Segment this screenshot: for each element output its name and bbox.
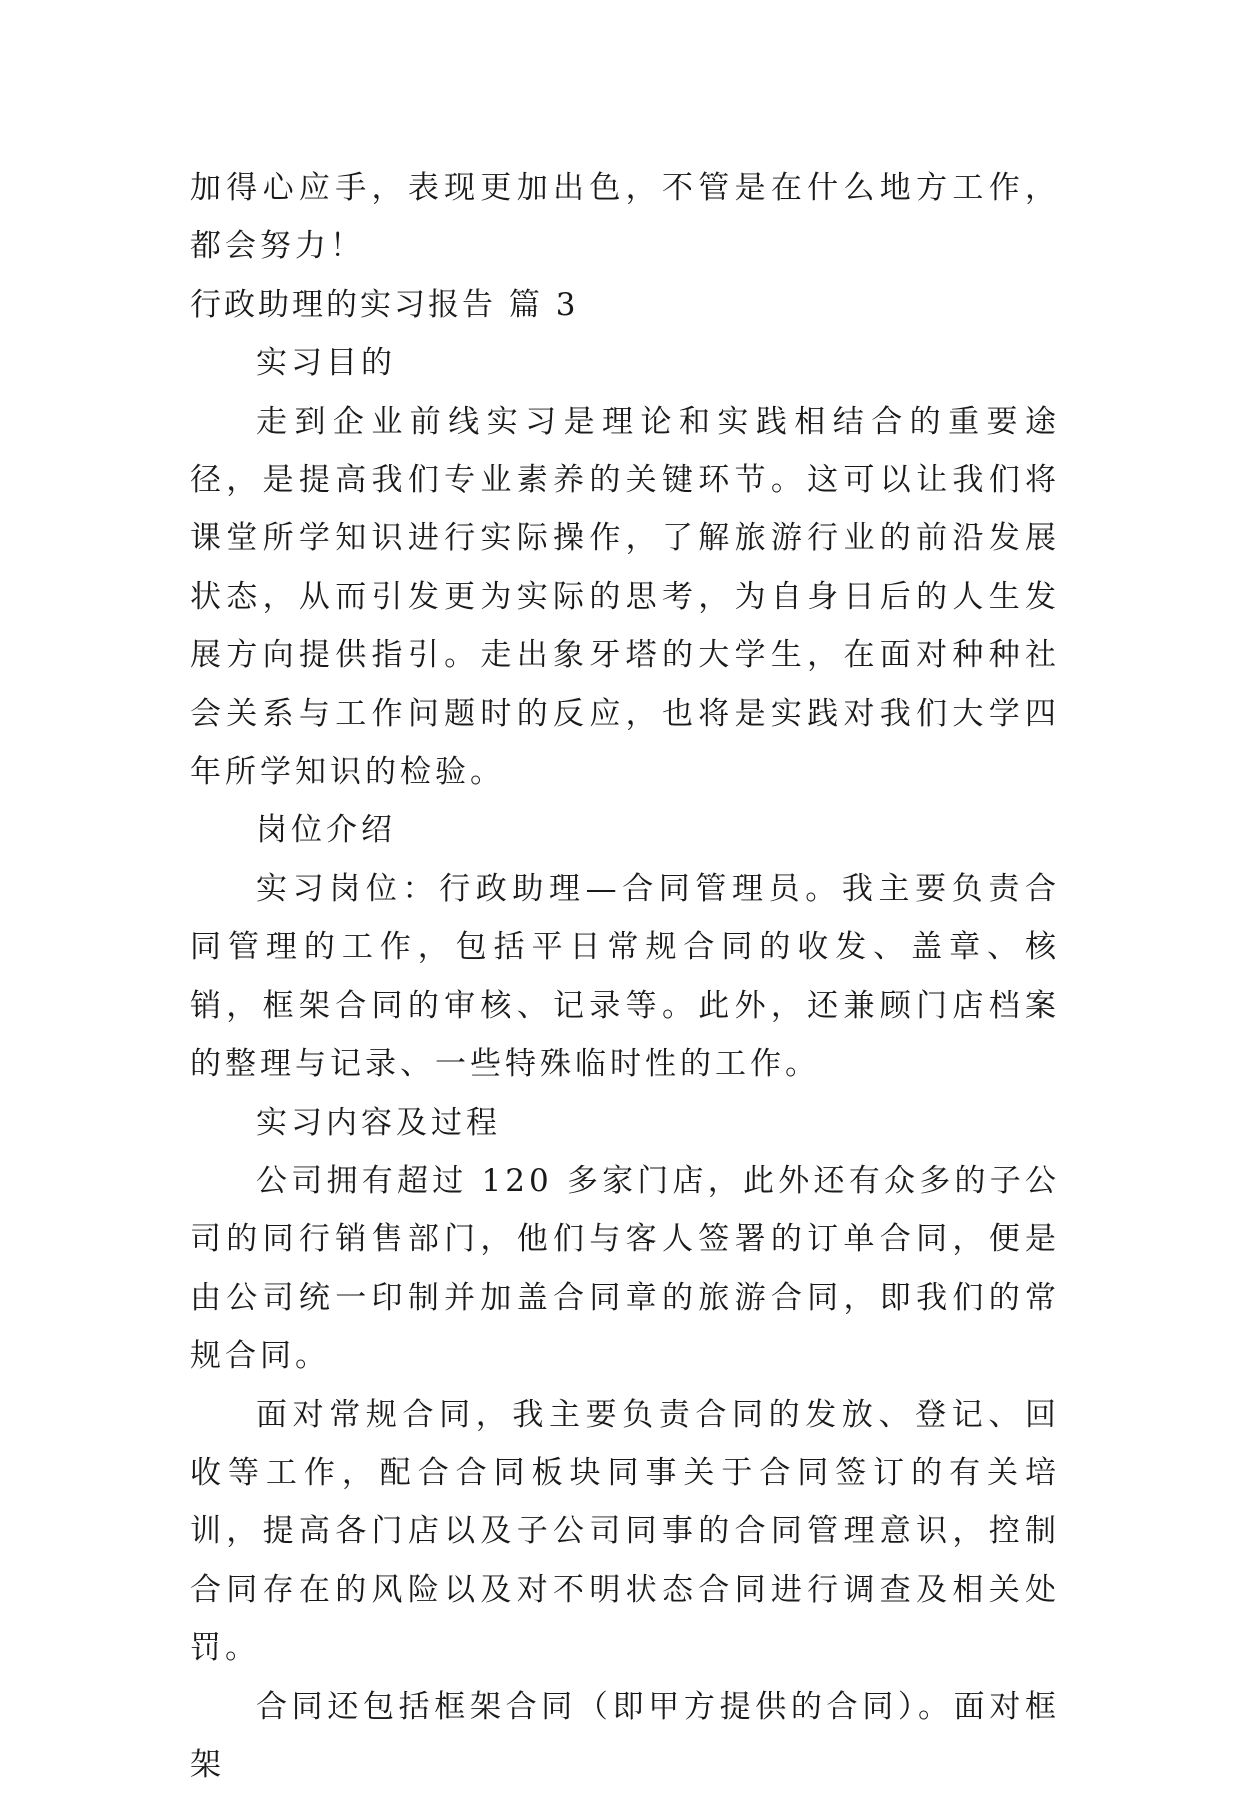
paragraph-content-3: 合同还包括框架合同（即甲方提供的合同）。面对框架 <box>190 1688 1060 1783</box>
subheading-purpose: 实习目的 <box>256 345 396 382</box>
document-body <box>190 159 1060 1794</box>
paragraph-continuation: 加得心应手，表现更加出色，不管是在什么地方工作，都会努力！ <box>190 170 1060 265</box>
paragraph-content-2: 面对常规合同，我主要负责合同的发放、登记、回收等工作，配合合同板块同事关于合同签订的有关培训，提高各门店以及子公司同事的合同管理意识，控制合同存在的风险以及对不明状态合同进行调查及相关处罚。 <box>190 1396 1060 1667</box>
paragraph-content-1: 公司拥有超过 120 多家门店，此外还有众多的子公司的同行销售部门，他们与客人签署的订单合同，便是由公司统一印制并加盖合同章的旅游合同，即我们的常规合同。 <box>190 1162 1060 1375</box>
section-title: 行政助理的实习报告 篇 3 <box>190 286 579 323</box>
subheading-position: 岗位介绍 <box>256 812 396 849</box>
subheading-content: 实习内容及过程 <box>256 1104 501 1141</box>
paragraph-position: 实习岗位：行政助理—合同管理员。我主要负责合同管理的工作，包括平日常规合同的收发、盖章、核销，框架合同的审核、记录等。此外，还兼顾门店档案的整理与记录、一些特殊临时性的工作。 <box>190 870 1060 1083</box>
paragraph-purpose: 走到企业前线实习是理论和实践相结合的重要途径，是提高我们专业素养的关键环节。这可以让我们将课堂所学知识进行实际操作，了解旅游行业的前沿发展状态，从而引发更为实际的思考，为自身日后的人生发展方向提供指引。走出象牙塔的大学生，在面对种种社会关系与工作问题时的反应，也将是实践对我们大学四年所学知识的检验。 <box>190 403 1060 791</box>
